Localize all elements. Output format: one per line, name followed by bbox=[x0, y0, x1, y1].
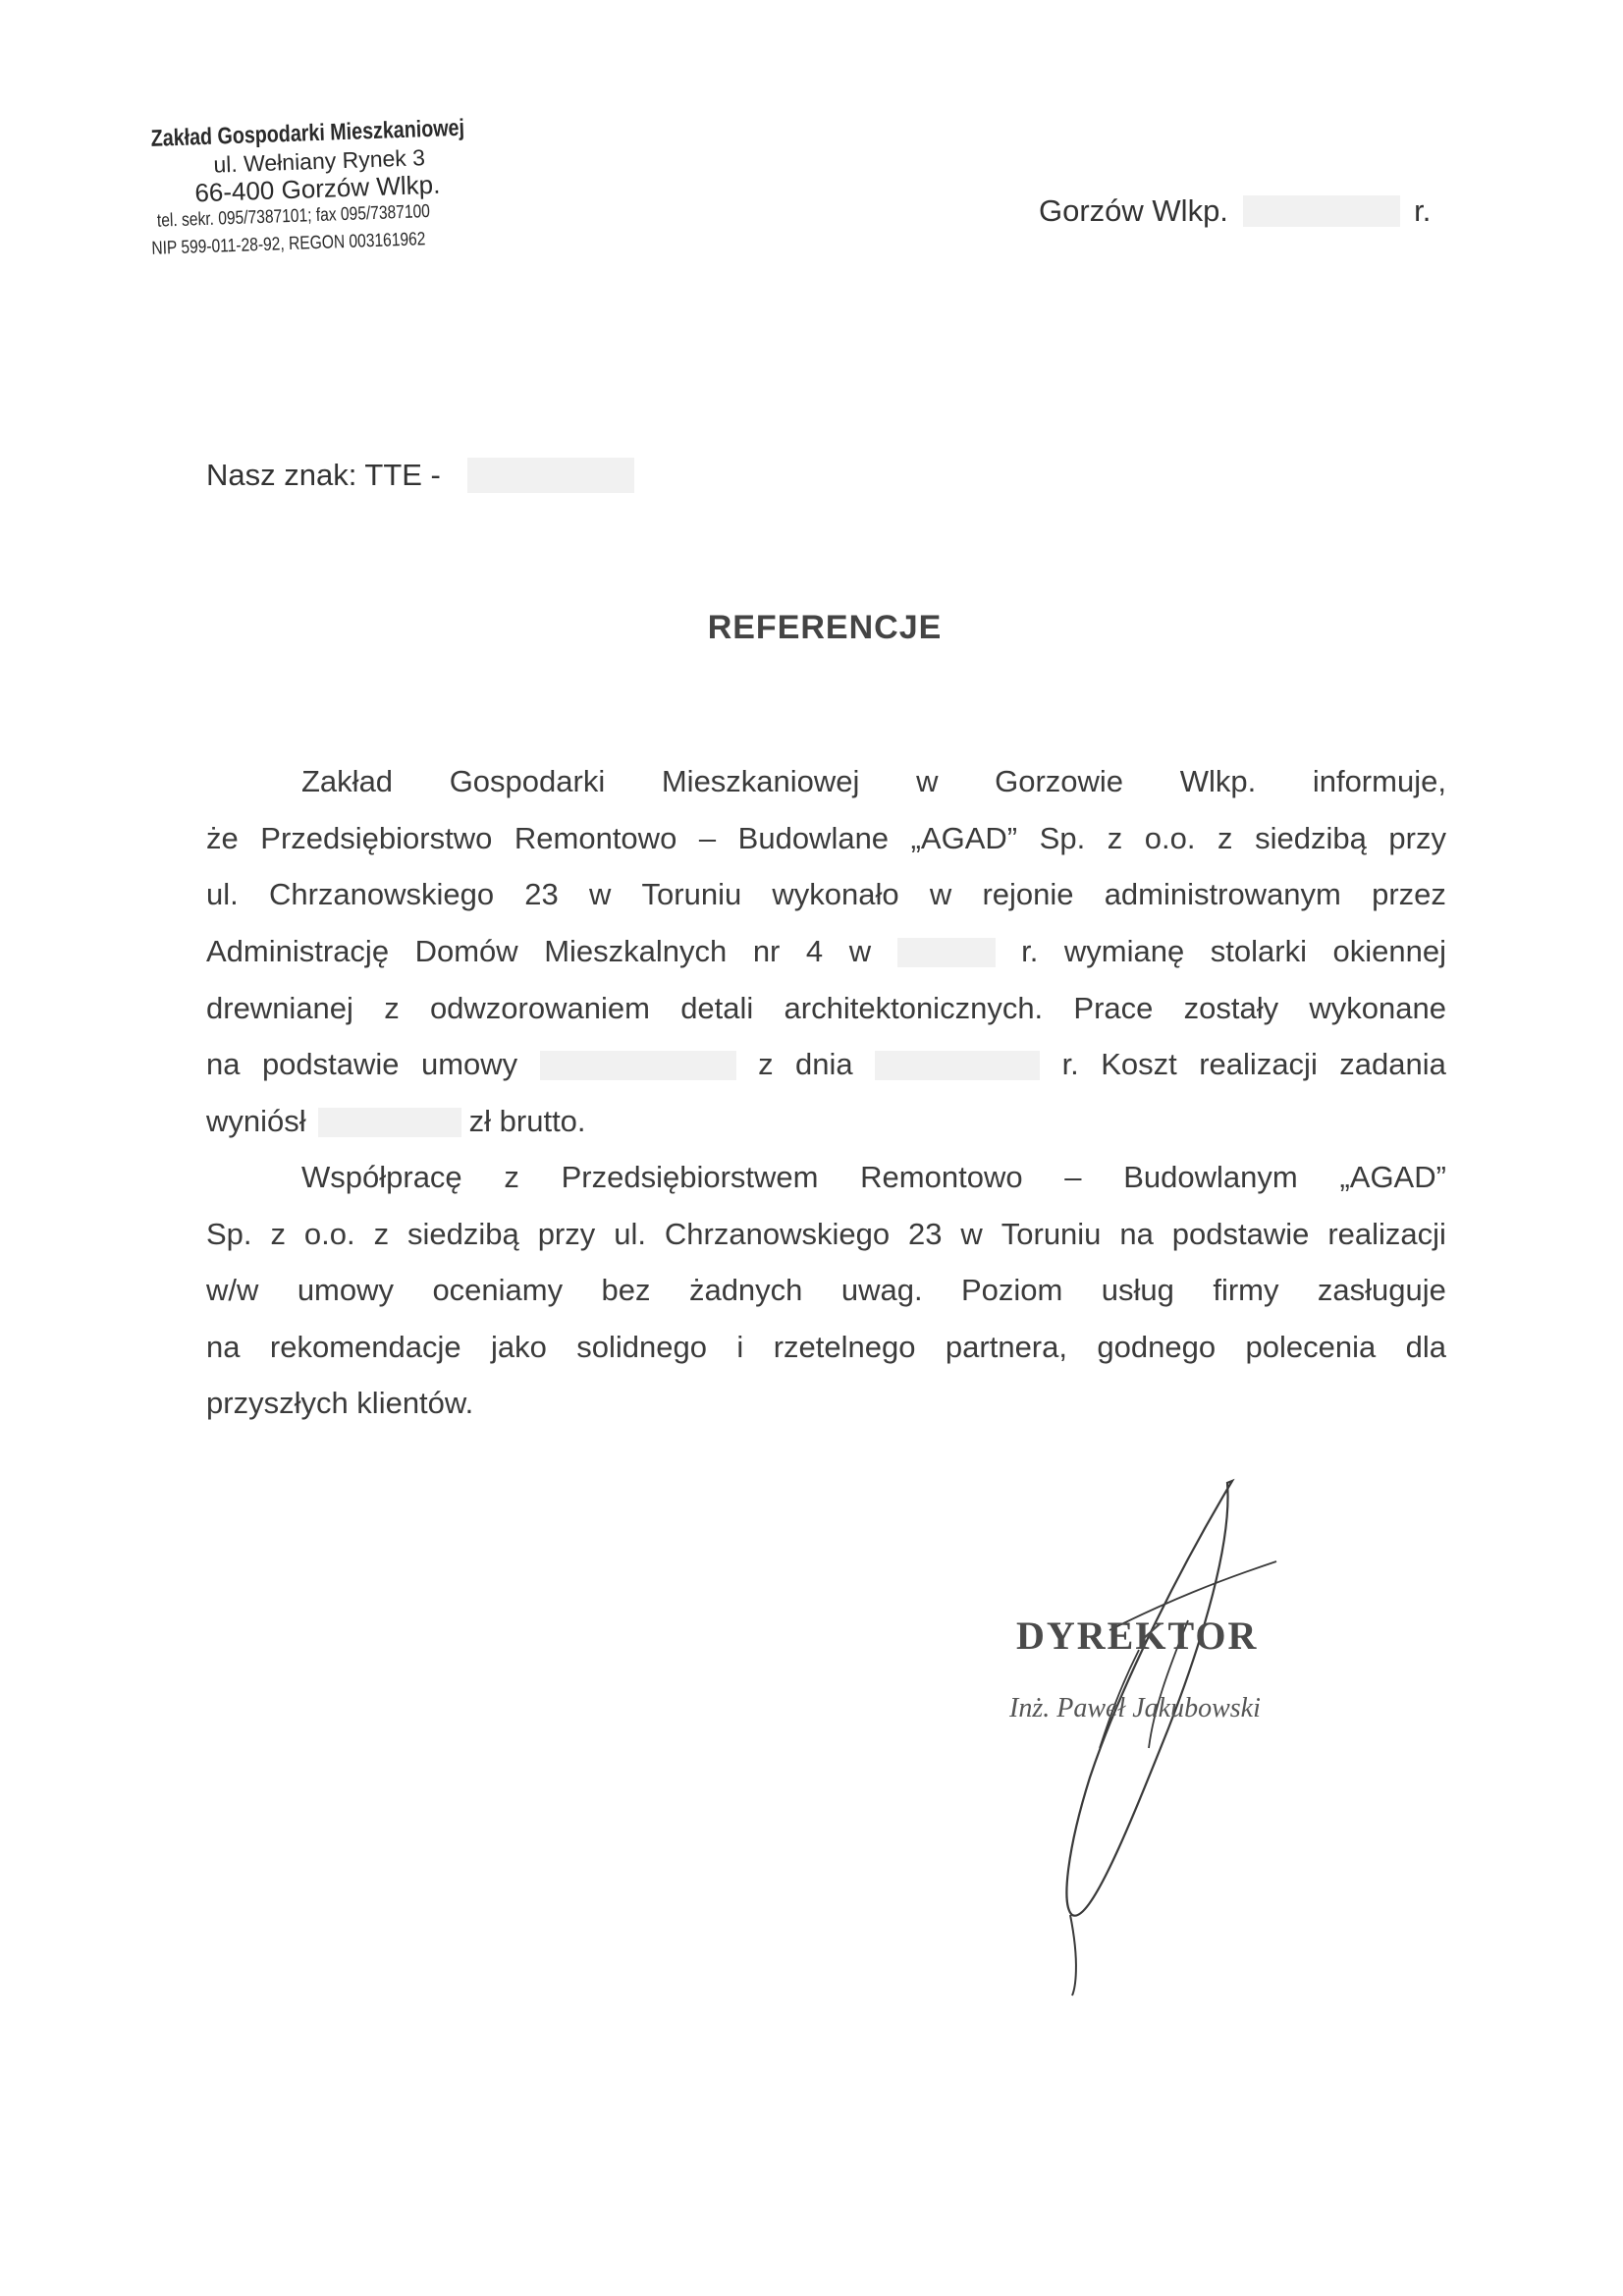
word: realizacji bbox=[1199, 1047, 1318, 1081]
word: podstawie bbox=[1171, 1217, 1310, 1251]
word: z bbox=[373, 1217, 390, 1251]
word: w/w bbox=[206, 1273, 259, 1307]
word: administrowanym bbox=[1104, 877, 1341, 911]
word: w bbox=[588, 877, 612, 911]
word: realizacji bbox=[1327, 1217, 1446, 1251]
handwritten-signature bbox=[982, 1453, 1335, 2003]
word: z bbox=[270, 1217, 286, 1251]
word: i bbox=[736, 1330, 744, 1364]
word: z bbox=[384, 991, 400, 1025]
word: że bbox=[206, 821, 239, 855]
word: 4 bbox=[805, 934, 824, 968]
word: Gorzowie bbox=[995, 764, 1124, 798]
word: z bbox=[758, 1047, 774, 1081]
word: Budowlane bbox=[737, 821, 890, 855]
word: „AGAD” bbox=[1339, 1160, 1446, 1194]
word: nr bbox=[752, 934, 781, 968]
word: architektonicznych. bbox=[784, 991, 1044, 1025]
word: partnera, bbox=[945, 1330, 1067, 1364]
word: wykonane bbox=[1309, 991, 1446, 1025]
word: siedzibą bbox=[1255, 821, 1367, 855]
word: usług bbox=[1101, 1273, 1174, 1307]
word: z bbox=[504, 1160, 519, 1194]
word: Toruniu bbox=[1001, 1217, 1102, 1251]
date-suffix: r. bbox=[1414, 193, 1432, 228]
paragraph1-line6 bbox=[206, 1047, 1446, 1082]
place-text: Gorzów Wlkp. bbox=[1039, 193, 1228, 228]
word: z bbox=[1107, 821, 1123, 855]
paragraph1-line3 bbox=[206, 877, 1446, 912]
word: zadania bbox=[1339, 1047, 1446, 1081]
word: na bbox=[206, 1330, 241, 1364]
word: „AGAD” bbox=[910, 821, 1018, 855]
redacted-cost bbox=[318, 1108, 461, 1137]
word: Przedsiębiorstwo bbox=[260, 821, 493, 855]
paragraph2-line4 bbox=[206, 1330, 1446, 1365]
word: Budowlanym bbox=[1123, 1160, 1298, 1194]
our-reference-label: Nasz znak: TTE - bbox=[206, 458, 441, 492]
word: r. bbox=[1021, 934, 1039, 968]
word: siedzibą bbox=[407, 1217, 519, 1251]
word: uwag. bbox=[840, 1273, 923, 1307]
word: – bbox=[1064, 1160, 1082, 1194]
word: – bbox=[698, 821, 717, 855]
word: Remontowo bbox=[514, 821, 677, 855]
word: umowy bbox=[297, 1273, 395, 1307]
word: godnego bbox=[1097, 1330, 1217, 1364]
word: Remontowo bbox=[860, 1160, 1023, 1194]
word: dnia bbox=[795, 1047, 853, 1081]
word: o.o. bbox=[1144, 821, 1196, 855]
paragraph2-line5 bbox=[206, 1386, 1446, 1421]
signature-title: DYREKTOR bbox=[1016, 1613, 1259, 1658]
word: 23 bbox=[524, 877, 559, 911]
word: 23 bbox=[908, 1217, 943, 1251]
word: stolarki bbox=[1210, 934, 1307, 968]
letterhead-nip-regon: NIP 599-011-28-92, REGON 003161962 bbox=[151, 229, 426, 259]
word: solidnego bbox=[576, 1330, 708, 1364]
word: w bbox=[929, 877, 952, 911]
paragraph1-line5 bbox=[206, 991, 1446, 1026]
letterhead-company: Zakład Gospodarki Mieszkaniowej bbox=[150, 114, 465, 152]
word: Domów bbox=[414, 934, 518, 968]
letterhead-stamp bbox=[147, 113, 515, 263]
word: ul. bbox=[614, 1217, 646, 1251]
redacted-text bbox=[875, 1051, 1040, 1080]
paragraph2-line3 bbox=[206, 1273, 1446, 1308]
word: oceniamy bbox=[432, 1273, 564, 1307]
word: w bbox=[848, 934, 872, 968]
word: drewnianej bbox=[206, 991, 353, 1025]
word: podstawie bbox=[261, 1047, 400, 1081]
letterhead-city: 66-400 Gorzów Wlkp. bbox=[193, 169, 441, 208]
word: Prace bbox=[1073, 991, 1154, 1025]
word: detali bbox=[680, 991, 754, 1025]
word: Gospodarki bbox=[449, 764, 606, 798]
cost-currency: zł brutto. bbox=[468, 1104, 586, 1138]
place-date bbox=[1039, 193, 1431, 229]
word: w bbox=[960, 1217, 983, 1251]
letterhead-street: ul. Wełniany Rynek 3 bbox=[212, 144, 426, 178]
word: ul. bbox=[206, 877, 239, 911]
word: Toruniu bbox=[641, 877, 742, 911]
paragraph1-line1 bbox=[301, 764, 1446, 799]
word: Sp. bbox=[1039, 821, 1086, 855]
word: na bbox=[206, 1047, 241, 1081]
word: okiennej bbox=[1332, 934, 1446, 968]
redacted-text bbox=[540, 1051, 736, 1080]
word: na bbox=[1119, 1217, 1154, 1251]
our-reference bbox=[206, 458, 634, 493]
word: Poziom bbox=[961, 1273, 1063, 1307]
word: Sp. bbox=[206, 1217, 252, 1251]
word: Zakład bbox=[301, 764, 394, 798]
paragraph1-line7 bbox=[206, 1104, 1446, 1139]
word: Mieszkaniowej bbox=[661, 764, 860, 798]
word: bez bbox=[601, 1273, 651, 1307]
word: Przedsiębiorstwem bbox=[561, 1160, 819, 1194]
paragraph1-line4 bbox=[206, 934, 1446, 969]
word: polecenia bbox=[1245, 1330, 1377, 1364]
word: firmy bbox=[1213, 1273, 1279, 1307]
word: jako bbox=[491, 1330, 547, 1364]
word: Chrzanowskiego bbox=[268, 877, 495, 911]
word: Współpracę bbox=[301, 1160, 462, 1194]
word: Mieszkalnych bbox=[544, 934, 728, 968]
word: umowy bbox=[420, 1047, 518, 1081]
word: rzetelnego bbox=[773, 1330, 916, 1364]
word: zasługuje bbox=[1317, 1273, 1446, 1307]
letterhead-phone: tel. sekr. 095/7387101; fax 095/7387100 bbox=[156, 201, 431, 232]
word: rejonie bbox=[982, 877, 1074, 911]
word: w bbox=[916, 764, 939, 798]
word: przy bbox=[537, 1217, 596, 1251]
word: dla bbox=[1405, 1330, 1446, 1364]
redacted-reference bbox=[467, 458, 634, 493]
word: rekomendacje bbox=[269, 1330, 461, 1364]
cost-label: wyniósł bbox=[206, 1104, 306, 1138]
signature-name: Inż. Paweł Jakubowski bbox=[1009, 1693, 1261, 1723]
word: Chrzanowskiego bbox=[664, 1217, 891, 1251]
word: żadnych bbox=[688, 1273, 803, 1307]
word: z bbox=[1217, 821, 1233, 855]
redacted-date bbox=[1243, 195, 1400, 227]
word: zostały bbox=[1183, 991, 1279, 1025]
paragraph2-closing: przyszłych klientów. bbox=[206, 1386, 474, 1420]
paragraph2-line2 bbox=[206, 1217, 1446, 1252]
document-title: REFERENCJE bbox=[707, 609, 943, 646]
redacted-text bbox=[897, 938, 996, 967]
word: o.o. bbox=[303, 1217, 355, 1251]
word: Koszt bbox=[1101, 1047, 1177, 1081]
word: r. bbox=[1061, 1047, 1079, 1081]
word: przy bbox=[1388, 821, 1446, 855]
paragraph2-line1 bbox=[301, 1160, 1446, 1195]
word: wymianę bbox=[1063, 934, 1185, 968]
word: odwzorowaniem bbox=[429, 991, 650, 1025]
paragraph1-line2 bbox=[206, 821, 1446, 856]
word: Wlkp. bbox=[1179, 764, 1257, 798]
word: informuje, bbox=[1312, 764, 1446, 798]
word: wykonało bbox=[772, 877, 899, 911]
word: Administrację bbox=[206, 934, 390, 968]
word: przez bbox=[1372, 877, 1446, 911]
